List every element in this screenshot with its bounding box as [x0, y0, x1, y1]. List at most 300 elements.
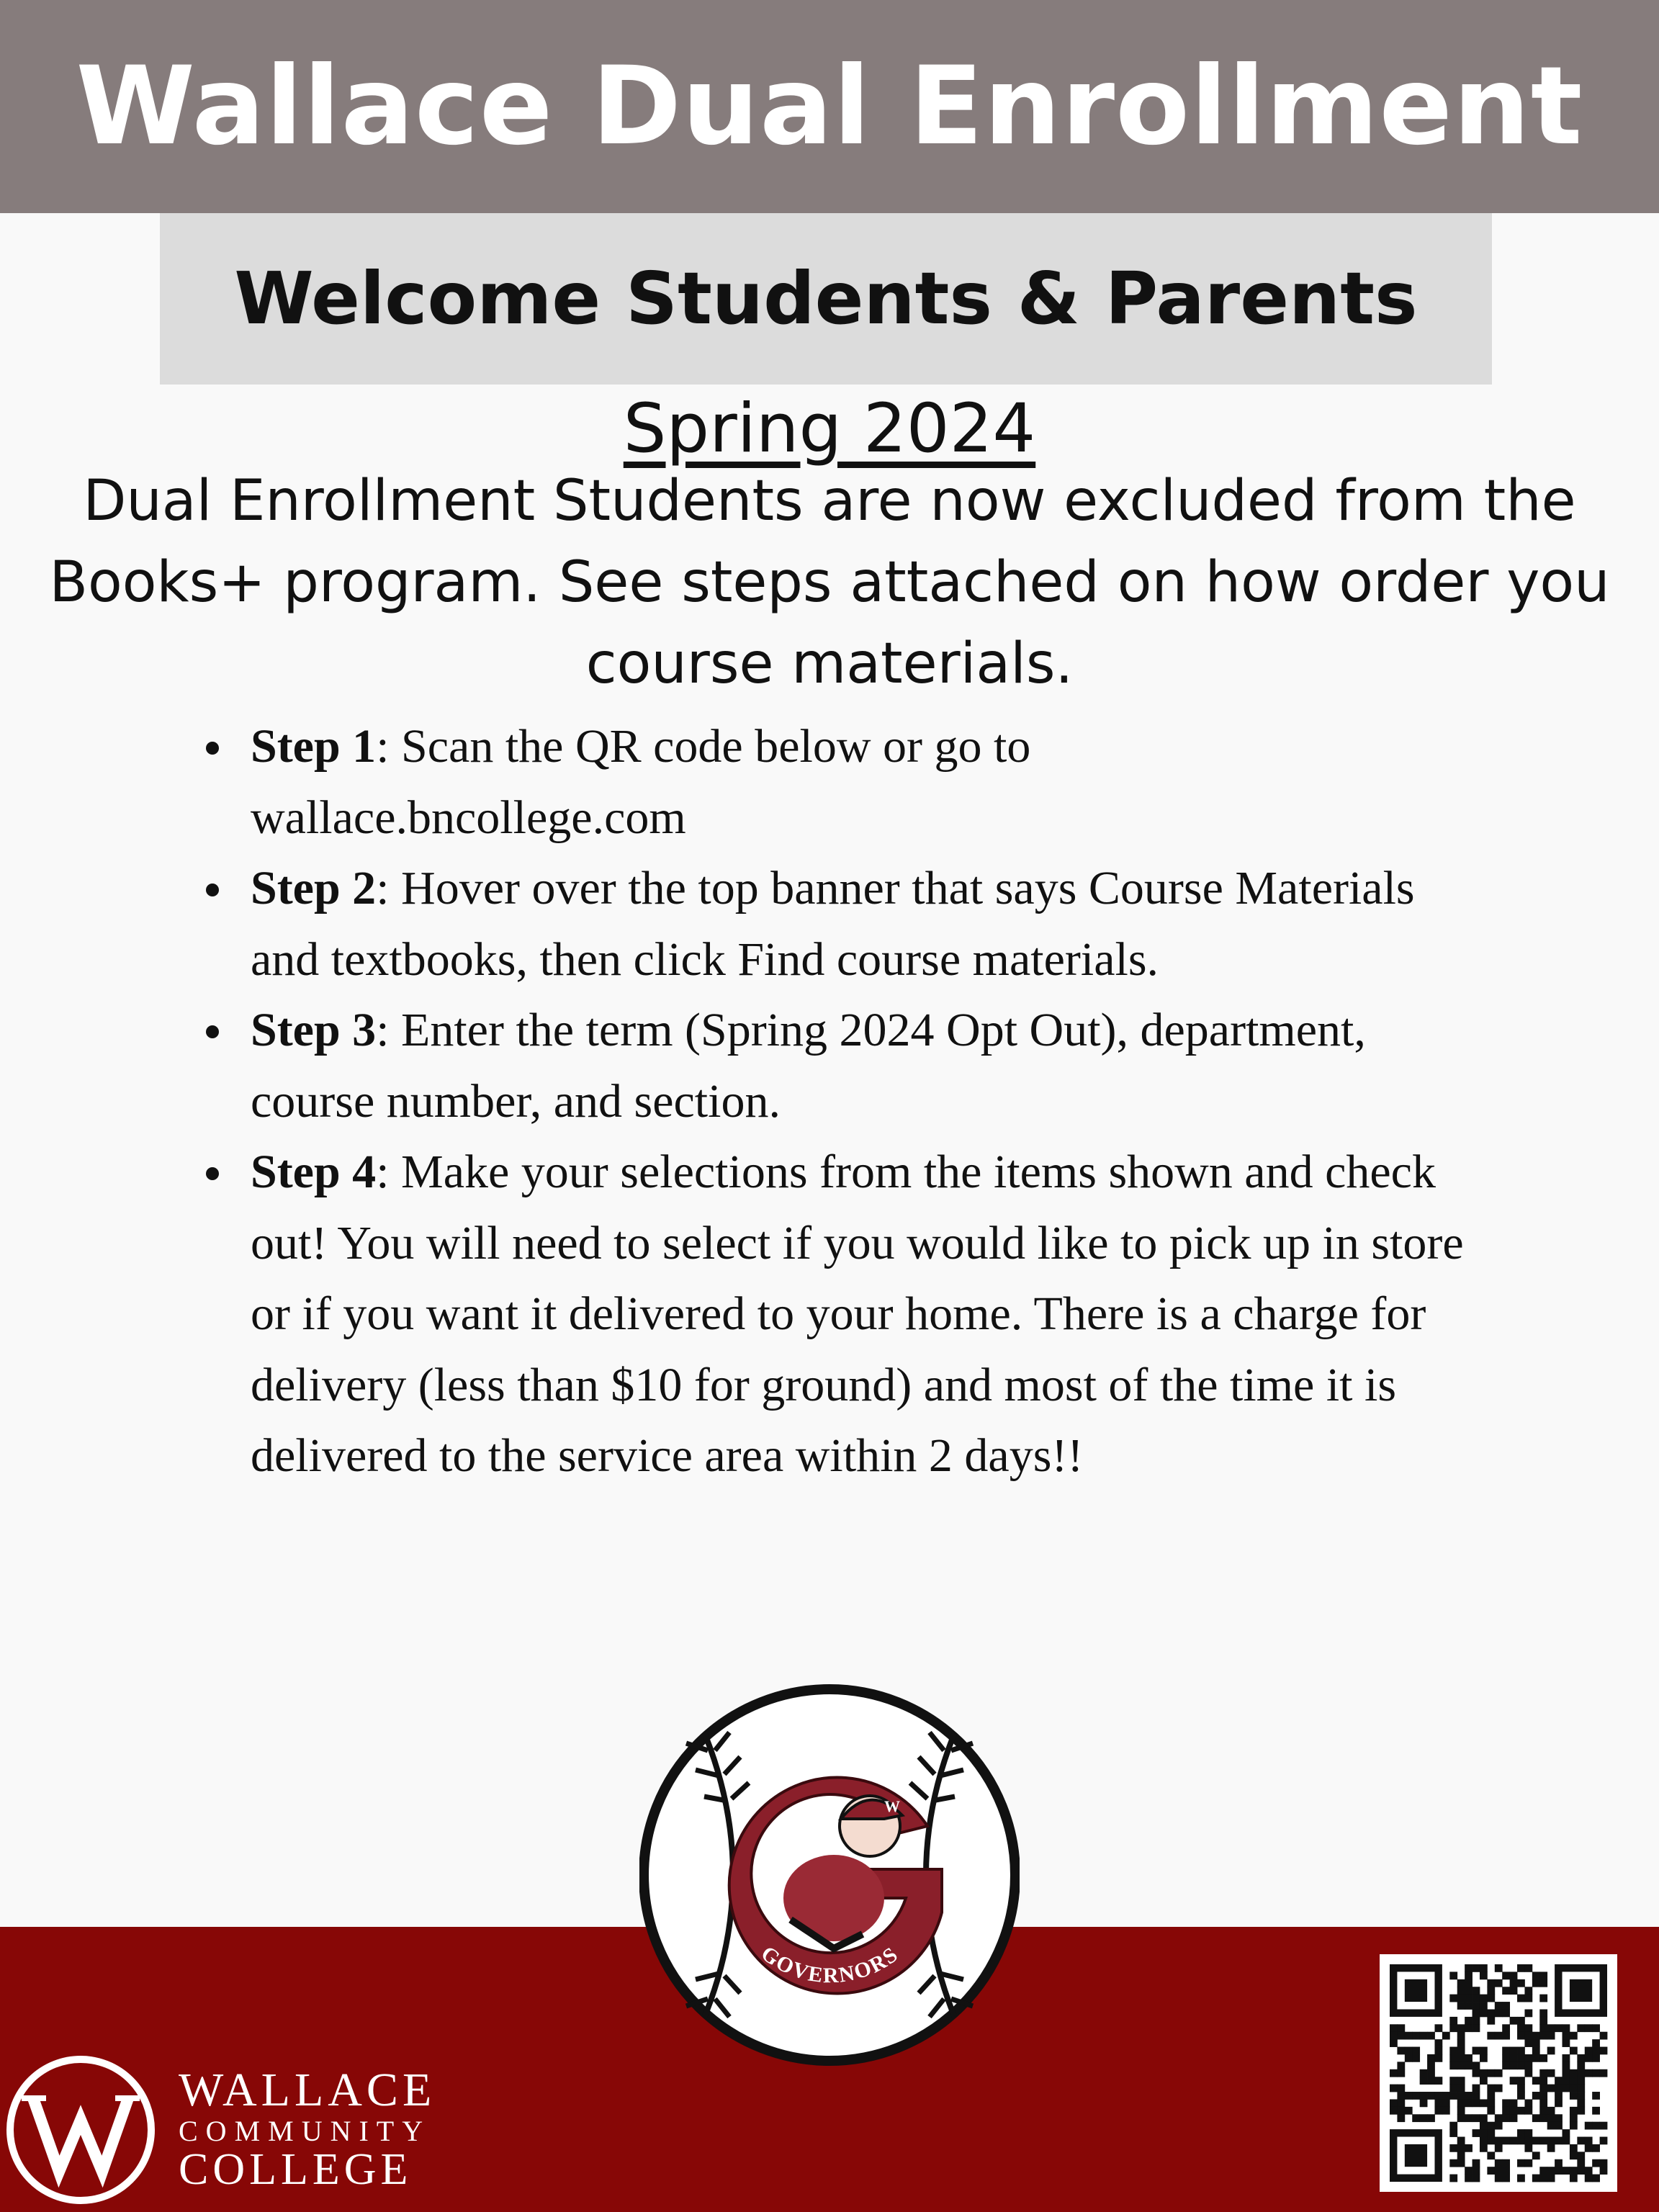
qr-module — [1502, 2107, 1510, 2115]
step-text: : Make your selections from the items shown and check out! You will need to select if you would like to pick up in store or if you want it delivered to your home. There is a charge for delivery (less than $10 for ground) and most of the time it is delivered to the service area within 2 days!! — [251, 1146, 1464, 1482]
intro-paragraph: Dual Enrollment Students are now excluded from the Books+ program. See steps attached on how order you course materials. — [49, 469, 1610, 696]
qr-module — [1442, 2092, 1450, 2100]
qr-module — [1390, 2039, 1398, 2047]
qr-module — [1412, 2054, 1420, 2062]
qr-module — [1480, 1972, 1488, 1979]
qr-module — [1480, 2114, 1488, 2122]
qr-module — [1457, 1987, 1465, 1995]
qr-module — [1495, 2122, 1503, 2130]
qr-module — [1495, 2009, 1503, 2017]
qr-module — [1457, 2054, 1465, 2062]
qr-module — [1457, 2092, 1465, 2100]
qr-module — [1495, 2175, 1503, 2182]
qr-module — [1487, 2129, 1495, 2137]
qr-module — [1427, 2077, 1435, 2085]
qr-module — [1555, 2122, 1563, 2130]
qr-module — [1555, 2167, 1563, 2175]
qr-module — [1465, 1995, 1473, 2002]
qr-module — [1480, 2054, 1488, 2062]
qr-module — [1563, 2039, 1570, 2047]
qr-module — [1473, 2099, 1480, 2107]
qr-module — [1547, 2069, 1555, 2077]
qr-module — [1592, 2159, 1600, 2167]
qr-module — [1524, 1995, 1532, 2002]
qr-module — [1524, 2024, 1532, 2032]
qr-module — [1449, 1972, 1457, 1979]
qr-module — [1502, 2099, 1510, 2107]
qr-module — [1434, 2054, 1442, 2062]
qr-module — [1434, 2092, 1442, 2100]
qr-module — [1577, 2092, 1585, 2100]
qr-module — [1524, 2129, 1532, 2137]
qr-module — [1577, 2054, 1585, 2062]
qr-module — [1465, 2144, 1473, 2152]
qr-module — [1532, 2137, 1540, 2145]
qr-module — [1390, 2032, 1398, 2040]
qr-module — [1397, 2114, 1405, 2122]
qr-module — [1539, 2077, 1547, 2085]
qr-module — [1585, 2175, 1593, 2182]
qr-module — [1420, 2092, 1428, 2100]
qr-module — [1539, 2009, 1547, 2017]
qr-module — [1465, 2167, 1473, 2175]
qr-module — [1577, 2077, 1585, 2085]
qr-module — [1577, 2024, 1585, 2032]
qr-module — [1480, 2009, 1488, 2017]
qr-module — [1539, 2054, 1547, 2062]
qr-module — [1600, 2122, 1608, 2130]
qr-module — [1457, 2159, 1465, 2167]
qr-module — [1524, 2159, 1532, 2167]
qr-module — [1427, 2092, 1435, 2100]
qr-module — [1600, 2137, 1608, 2145]
qr-module — [1434, 2077, 1442, 2085]
qr-module — [1592, 2054, 1600, 2062]
qr-module — [1510, 2114, 1518, 2122]
qr-module — [1412, 2047, 1420, 2055]
mascot-top-text: WALLACE — [746, 1732, 876, 1784]
qr-module — [1465, 2017, 1473, 2025]
qr-module — [1457, 1979, 1465, 1987]
welcome-banner — [160, 213, 1492, 385]
college-wordmark — [179, 2064, 436, 2194]
qr-module — [1495, 2159, 1503, 2167]
qr-module — [1524, 2032, 1532, 2040]
qr-module — [1480, 2129, 1488, 2137]
qr-module — [1510, 2107, 1518, 2115]
qr-module — [1495, 2085, 1503, 2092]
qr-module — [1570, 2122, 1578, 2130]
qr-module — [1420, 2069, 1428, 2077]
qr-module — [1570, 2092, 1578, 2100]
qr-module — [1473, 2159, 1480, 2167]
qr-module — [1502, 2047, 1510, 2055]
qr-module — [1517, 1979, 1525, 1987]
qr-module — [1585, 2137, 1593, 2145]
qr-module — [1555, 2159, 1563, 2167]
step-text: : Hover over the top banner that says Course Materials and textbooks, then click Find course materials. — [251, 862, 1415, 986]
qr-module — [1412, 2032, 1420, 2040]
qr-module — [1539, 2167, 1547, 2175]
qr-module — [1517, 2085, 1525, 2092]
qr-module — [1487, 2122, 1495, 2130]
qr-module — [1585, 2054, 1593, 2062]
qr-module — [1457, 2077, 1465, 2085]
qr-module — [1473, 2069, 1480, 2077]
qr-module — [1473, 2062, 1480, 2069]
qr-module — [1563, 2085, 1570, 2092]
qr-module — [1420, 2077, 1428, 2085]
qr-module — [1449, 2062, 1457, 2069]
baseball-mascot-logo — [639, 1682, 1020, 2068]
qr-module — [1555, 2137, 1563, 2145]
qr-module — [1539, 1972, 1547, 1979]
qr-module — [1397, 2032, 1405, 2040]
qr-module — [1547, 2122, 1555, 2130]
qr-module — [1532, 2092, 1540, 2100]
step-label: Step 4 — [251, 1146, 377, 1198]
qr-module — [1600, 2032, 1608, 2040]
qr-module — [1457, 2062, 1465, 2069]
qr-module — [1532, 2114, 1540, 2122]
qr-module — [1457, 2039, 1465, 2047]
qr-module — [1592, 2092, 1600, 2100]
qr-module — [1517, 2047, 1525, 2055]
qr-module — [1517, 2129, 1525, 2137]
qr-module — [1563, 2167, 1570, 2175]
qr-module — [1532, 1979, 1540, 1987]
qr-module — [1487, 2167, 1495, 2175]
qr-module — [1473, 1964, 1480, 1972]
qr-module — [1563, 2032, 1570, 2040]
qr-module — [1397, 2092, 1405, 2100]
qr-module — [1473, 1995, 1480, 2002]
qr-module — [1502, 2054, 1510, 2062]
qr-module — [1405, 2144, 1427, 2167]
qr-module — [1502, 2032, 1510, 2040]
qr-module — [1449, 2129, 1457, 2137]
qr-module — [1517, 2077, 1525, 2085]
qr-module — [1510, 1979, 1518, 1987]
qr-module — [1465, 2054, 1473, 2062]
college-line-3: COLLEGE — [179, 2145, 413, 2194]
step-item-1 — [202, 711, 1469, 853]
qr-module — [1427, 2032, 1435, 2040]
qr-module — [1449, 2159, 1457, 2167]
qr-module — [1563, 2137, 1570, 2145]
qr-module — [1495, 2137, 1503, 2145]
college-line-2: COMMUNITY — [179, 2115, 431, 2147]
qr-module — [1442, 2032, 1450, 2040]
qr-module — [1502, 2137, 1510, 2145]
qr-module — [1449, 2085, 1457, 2092]
qr-module — [1449, 2077, 1457, 2085]
qr-module — [1495, 2167, 1503, 2175]
qr-module — [1502, 1972, 1510, 1979]
qr-module — [1473, 2092, 1480, 2100]
qr-module — [1420, 2099, 1428, 2107]
qr-module — [1547, 2167, 1555, 2175]
college-line-1: WALLACE — [179, 2064, 436, 2116]
qr-module — [1487, 1995, 1495, 2002]
qr-module — [1532, 1972, 1540, 1979]
qr-module — [1457, 2047, 1465, 2055]
qr-module — [1532, 2039, 1540, 2047]
qr-module — [1555, 2024, 1563, 2032]
qr-module — [1457, 2152, 1465, 2159]
qr-module — [1449, 2054, 1457, 2062]
qr-module — [1390, 2069, 1398, 2077]
qr-module — [1449, 2047, 1457, 2055]
qr-module — [1487, 2017, 1495, 2025]
qr-module — [1585, 2047, 1593, 2055]
qr-module — [1524, 1964, 1532, 1972]
qr-module — [1524, 2009, 1532, 2017]
step-item-3 — [202, 995, 1469, 1137]
qr-module — [1502, 1987, 1510, 1995]
qr-module — [1539, 2017, 1547, 2025]
qr-module — [1517, 2032, 1525, 2040]
qr-module — [1600, 2167, 1608, 2175]
qr-module — [1487, 2107, 1495, 2115]
qr-module — [1480, 2137, 1488, 2145]
qr-module — [1405, 2107, 1413, 2115]
qr-module — [1449, 2175, 1457, 2182]
qr-module — [1539, 2137, 1547, 2145]
qr-module — [1495, 1979, 1503, 1987]
qr-module — [1539, 2032, 1547, 2040]
qr-module — [1449, 2017, 1457, 2025]
welcome-heading: Welcome Students & Parents — [234, 256, 1418, 341]
qr-module — [1502, 2175, 1510, 2182]
qr-module — [1405, 2092, 1413, 2100]
qr-module — [1532, 2047, 1540, 2055]
qr-module — [1577, 2167, 1585, 2175]
qr-module — [1524, 2062, 1532, 2069]
qr-module — [1563, 2024, 1570, 2032]
qr-module — [1465, 2114, 1473, 2122]
qr-module — [1390, 2099, 1398, 2107]
qr-module — [1473, 2047, 1480, 2055]
qr-module — [1465, 2092, 1473, 2100]
qr-module — [1495, 2069, 1503, 2077]
qr-module — [1405, 1979, 1427, 2002]
step-text: : Scan the QR code below or go to wallace.bncollege.com — [251, 720, 1031, 844]
qr-module — [1517, 2107, 1525, 2115]
qr-module — [1480, 2077, 1488, 2085]
qr-module — [1555, 2099, 1563, 2107]
qr-module — [1480, 2122, 1488, 2130]
step-label: Step 2 — [251, 862, 377, 914]
qr-module — [1570, 2069, 1578, 2077]
qr-module — [1539, 1995, 1547, 2002]
qr-module — [1465, 2175, 1473, 2182]
qr-module — [1510, 2054, 1518, 2062]
qr-module — [1449, 2092, 1457, 2100]
step-label: Step 1 — [251, 720, 377, 773]
qr-module — [1487, 2099, 1495, 2107]
qr-module — [1539, 2085, 1547, 2092]
qr-module — [1555, 2114, 1563, 2122]
qr-module — [1427, 2054, 1435, 2062]
qr-module — [1547, 2024, 1555, 2032]
qr-module — [1577, 2159, 1585, 2167]
qr-module — [1473, 2085, 1480, 2092]
qr-module — [1480, 1964, 1488, 1972]
qr-module — [1524, 2099, 1532, 2107]
qr-module — [1457, 2099, 1465, 2107]
step-item-4 — [202, 1137, 1469, 1492]
qr-module — [1397, 2062, 1405, 2069]
qr-code-icon[interactable] — [1380, 1954, 1617, 2192]
qr-module — [1397, 2099, 1405, 2107]
qr-module — [1592, 2024, 1600, 2032]
qr-module — [1563, 2054, 1570, 2062]
top-banner — [0, 0, 1659, 213]
qr-module — [1487, 2009, 1495, 2017]
qr-module — [1532, 2054, 1540, 2062]
qr-module — [1465, 2099, 1473, 2107]
qr-module — [1585, 2024, 1593, 2032]
qr-module — [1487, 1979, 1495, 1987]
qr-module — [1502, 2062, 1510, 2069]
qr-module — [1570, 2167, 1578, 2175]
qr-module — [1600, 2047, 1608, 2055]
qr-module — [1457, 2032, 1465, 2040]
qr-module — [1570, 2152, 1578, 2159]
qr-module — [1480, 2002, 1488, 2010]
qr-module — [1442, 2107, 1450, 2115]
qr-module — [1563, 2129, 1570, 2137]
qr-module — [1563, 2062, 1570, 2069]
qr-module — [1585, 2167, 1593, 2175]
qr-module — [1502, 2167, 1510, 2175]
qr-module — [1457, 2114, 1465, 2122]
qr-module — [1600, 2159, 1608, 2167]
qr-module — [1570, 2085, 1578, 2092]
qr-module — [1577, 2107, 1585, 2115]
qr-module — [1434, 2024, 1442, 2032]
qr-module — [1517, 2092, 1525, 2100]
qr-module — [1539, 2114, 1547, 2122]
qr-module — [1427, 2062, 1435, 2069]
qr-module — [1517, 2159, 1525, 2167]
qr-module — [1510, 2099, 1518, 2107]
qr-module — [1510, 2047, 1518, 2055]
steps-list — [202, 711, 1469, 1492]
qr-module — [1592, 2107, 1600, 2115]
qr-module — [1570, 2114, 1578, 2122]
qr-module — [1510, 1972, 1518, 1979]
qr-module — [1577, 2137, 1585, 2145]
qr-module — [1547, 2085, 1555, 2092]
qr-module — [1465, 2002, 1473, 2010]
qr-module — [1480, 1995, 1488, 2002]
qr-module — [1510, 2062, 1518, 2069]
qr-module — [1532, 2077, 1540, 2085]
qr-module — [1570, 2032, 1578, 2040]
qr-module — [1495, 1964, 1503, 1972]
qr-module — [1412, 2114, 1420, 2122]
qr-module — [1449, 2024, 1457, 2032]
qr-module — [1397, 2107, 1405, 2115]
qr-module — [1465, 1972, 1473, 1979]
qr-module — [1510, 2077, 1518, 2085]
qr-module — [1502, 2009, 1510, 2017]
mascot-bottom-text: GOVERNORS — [756, 1941, 904, 1988]
qr-module — [1442, 2099, 1450, 2107]
qr-module — [1473, 2114, 1480, 2122]
term-heading: Spring 2024 — [623, 390, 1036, 468]
qr-module — [1465, 1979, 1473, 1987]
qr-module — [1524, 2054, 1532, 2062]
qr-module — [1524, 2069, 1532, 2077]
qr-module — [1427, 2069, 1435, 2077]
step-item-2 — [202, 853, 1469, 995]
qr-module — [1570, 2175, 1578, 2182]
qr-module — [1510, 1987, 1518, 1995]
qr-module — [1405, 2047, 1413, 2055]
qr-module — [1473, 2002, 1480, 2010]
qr-module — [1457, 2137, 1465, 2145]
qr-module — [1547, 2114, 1555, 2122]
qr-module — [1480, 2099, 1488, 2107]
qr-module — [1577, 2099, 1585, 2107]
qr-module — [1495, 2114, 1503, 2122]
qr-module — [1585, 2122, 1593, 2130]
qr-module — [1539, 2107, 1547, 2115]
qr-module — [1555, 2085, 1563, 2092]
qr-module — [1547, 2032, 1555, 2040]
qr-module — [1539, 2175, 1547, 2182]
qr-module — [1397, 2085, 1405, 2092]
step-text: : Enter the term (Spring 2024 Opt Out), department, course number, and section. — [251, 1004, 1366, 1128]
qr-module — [1434, 2099, 1442, 2107]
qr-module — [1397, 2024, 1405, 2032]
qr-module — [1524, 2107, 1532, 2115]
qr-module — [1449, 2122, 1457, 2130]
qr-module — [1592, 2069, 1600, 2077]
qr-module — [1539, 2024, 1547, 2032]
qr-module — [1390, 2024, 1398, 2032]
qr-module — [1555, 2077, 1563, 2085]
qr-module — [1502, 2002, 1510, 2010]
qr-module — [1473, 2024, 1480, 2032]
qr-module — [1517, 2024, 1525, 2032]
qr-module — [1465, 1964, 1473, 1972]
qr-module — [1480, 2144, 1488, 2152]
qr-module — [1473, 2129, 1480, 2137]
qr-module — [1539, 2069, 1547, 2077]
qr-module — [1473, 2009, 1480, 2017]
page-title: Wallace Dual Enrollment — [76, 44, 1583, 169]
qr-module — [1390, 2107, 1398, 2115]
qr-module — [1517, 1964, 1525, 1972]
qr-module — [1524, 2039, 1532, 2047]
qr-module — [1390, 2085, 1398, 2092]
qr-module — [1457, 2024, 1465, 2032]
qr-module — [1487, 2069, 1495, 2077]
qr-module — [1524, 2144, 1532, 2152]
qr-module — [1473, 1987, 1480, 1995]
qr-module — [1457, 2085, 1465, 2092]
qr-module — [1600, 2069, 1608, 2077]
qr-module — [1592, 2144, 1600, 2152]
qr-module — [1434, 2047, 1442, 2055]
qr-module — [1420, 2114, 1428, 2122]
qr-module — [1412, 2092, 1420, 2100]
qr-module — [1487, 2085, 1495, 2092]
